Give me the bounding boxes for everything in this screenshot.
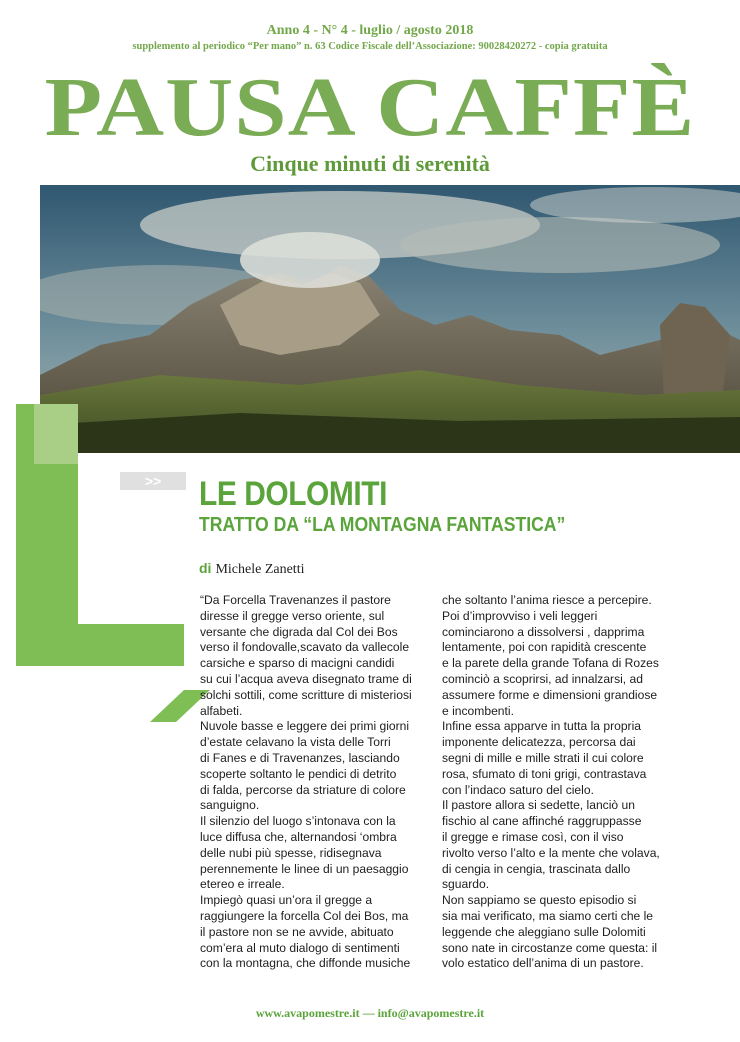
article-line: di Fanes e di Travenanzes, lasciando: [200, 750, 400, 765]
article-line: su cui l’acqua aveva disegnato trame di: [200, 671, 412, 686]
article-line: Impiegò quasi un’ora il gregge a: [200, 893, 373, 908]
article-line: segni di mille e mille strati il cui colore: [442, 750, 644, 765]
article-column-left: [200, 593, 436, 972]
masthead-meta: [0, 22, 740, 54]
dolomites-photo: [40, 185, 740, 453]
article-line: raggiungere la forcella Col dei Bos, ma: [200, 908, 409, 923]
article-line: Poi d’improvviso i veli leggeri: [442, 608, 598, 623]
article-line: il pastore non se ne avvide, abituato: [200, 924, 394, 939]
article-line: rivolto verso l’alto e la mente che volava,: [442, 845, 660, 860]
article-line: fischio al cane affinché raggruppasse: [442, 814, 642, 829]
article-line: versante che digrada dal Col dei Bos: [200, 624, 398, 639]
article-headline: [199, 475, 615, 537]
article-column-right: [442, 593, 678, 972]
article-line: e incombenti.: [442, 703, 514, 718]
section-arrow-tab: >>: [120, 472, 186, 490]
article-line: che soltanto l’anima riesce a percepire.: [442, 593, 652, 607]
magazine-title: PAUSA CAFFÈ: [44, 61, 696, 154]
article-line: e la parete della grande Tofana di Rozes: [442, 656, 659, 671]
article-line: “Da Forcella Travenanzes il pastore: [200, 593, 391, 607]
byline: [199, 560, 304, 578]
article-line: cominciò a scoprirsi, ad innalzarsi, ad: [442, 671, 643, 686]
article-line: Non sappiamo se questo episodio si: [442, 893, 637, 908]
article-line: luce diffusa che, alternandosi ‘ombra: [200, 829, 397, 844]
article-line: carsiche e sparso di macigni candidi: [200, 656, 395, 671]
article-line: con la montagna, che diffonde musiche: [200, 956, 411, 971]
article-line: leggende che aleggiano sulle Dolomiti: [442, 924, 646, 939]
article-line: diresse il gregge verso oriente, sul: [200, 608, 385, 623]
magazine-subtitle: Cinque minuti di serenità: [250, 151, 490, 176]
article-line: delle nubi più spesse, ridisegnava: [200, 845, 382, 860]
article-line: sia mai verificato, ma siamo certi che le: [442, 908, 654, 923]
article-line: alfabeti.: [200, 703, 243, 718]
issue-line: Anno 4 - N° 4 - luglio / agosto 2018: [266, 23, 474, 38]
article-line: com’era al muto dialogo di sentimenti: [200, 940, 400, 955]
article-line: d’estate celavano la vista delle Torri: [200, 735, 391, 750]
article-line: perennemente le linee di un paesaggio: [200, 861, 409, 876]
byline-prefix: di: [199, 560, 212, 576]
article-line: il gregge e rimase così, con il viso: [442, 829, 624, 844]
article-line: verso il fondovalle,scavato da vallecole: [200, 640, 410, 655]
article-line: sono nate in circostanze come questa: il: [442, 940, 658, 955]
article-line: Il silenzio del luogo s’intonava con la: [200, 814, 396, 829]
article-line: lentamente, poi con rapidità crescente: [442, 640, 647, 655]
article-line: scoperte soltanto le pendici di detrito: [200, 766, 397, 781]
article-line: sanguigno.: [200, 798, 260, 813]
footer-contacts: www.avapomestre.it — info@avapomestre.it: [255, 1006, 485, 1020]
article-line: cominciarono a dissolversi , dapprima: [442, 624, 645, 639]
article-line: con l’indaco saturo del cielo.: [442, 782, 594, 797]
drop-cap-foot: [16, 624, 184, 666]
article-line: assumere forme e dimensioni grandiose: [442, 687, 658, 702]
article-line: rosa, sfumato di toni grigi, contrastava: [442, 766, 647, 781]
headline-subtitle: TRATTO DA “LA MONTAGNA FANTASTICA”: [199, 514, 566, 536]
article-line: volo estatico dell’anima di un pastore.: [442, 956, 644, 971]
supplement-line: supplemento al periodico “Per mano” n. 63 Codice Fiscale dell’Associazione: 90028420272 - copia gratuita: [132, 41, 608, 52]
article-line: Il pastore allora si sedette, lanciò un: [442, 798, 635, 813]
article-line: imponente delicatezza, percorsa dai: [442, 735, 636, 750]
article-line: Infine essa apparve in tutta la propria: [442, 719, 641, 734]
article-line: solchi sottili, come scritture di misteriosi: [200, 687, 412, 702]
author-name: Michele Zanetti: [215, 562, 305, 577]
article-line: sguardo.: [442, 877, 490, 892]
article-line: di falda, percorse da striature di colore: [200, 782, 406, 797]
headline-title: LE DOLOMITI: [199, 475, 387, 513]
article-line: di cengia in cengia, trascinata dallo: [442, 861, 631, 876]
article-line: etereo e irreale.: [200, 877, 285, 892]
article-line: Nuvole basse e leggere dei primi giorni: [200, 719, 410, 734]
